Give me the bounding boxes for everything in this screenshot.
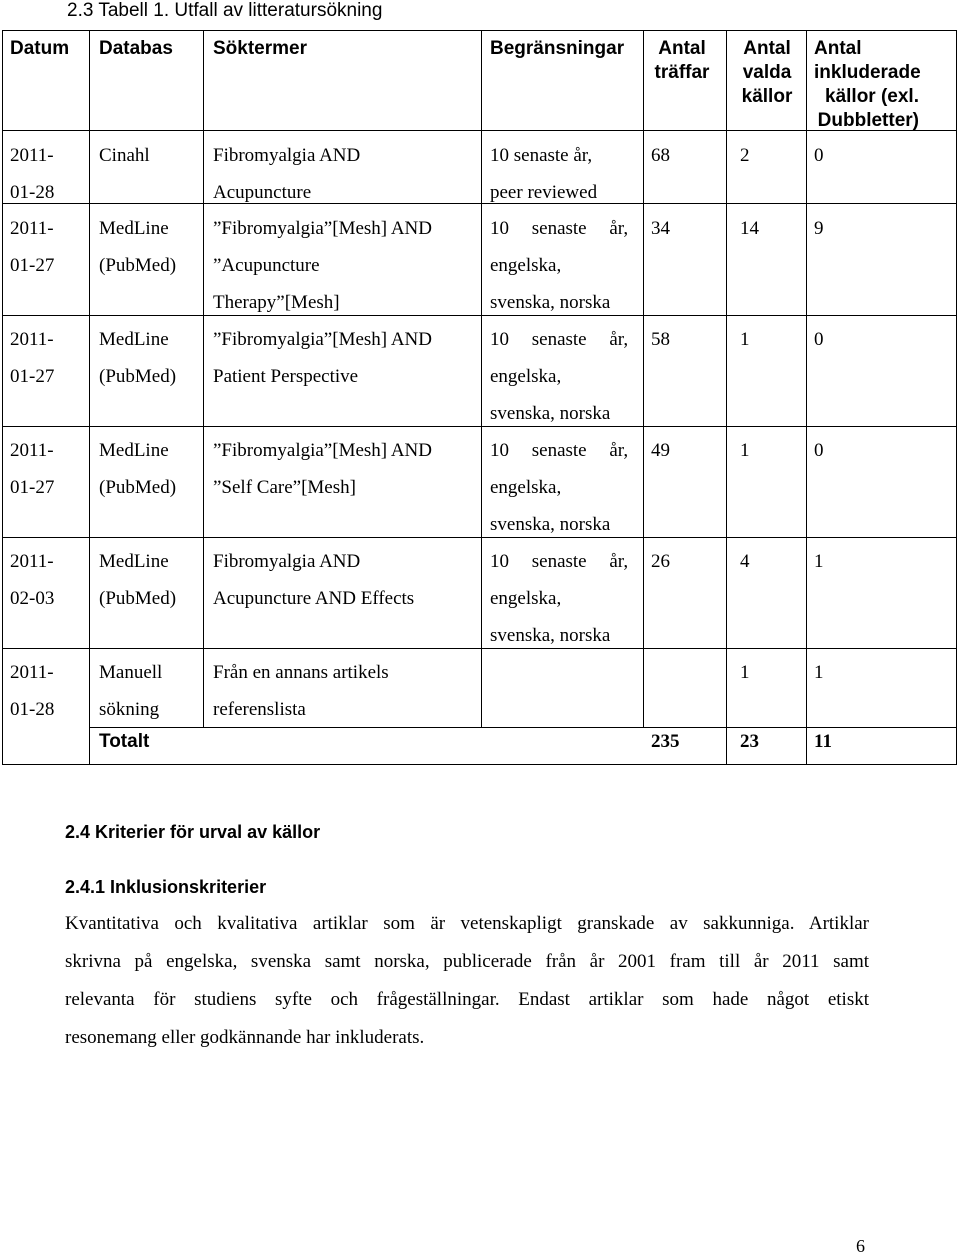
header-antal-traffar [652,37,712,85]
table-rule [2,203,957,204]
row5-begransningar [490,543,628,654]
header-line: källor [741,86,793,107]
cell-line: 2011- [10,145,54,166]
cell-line: svenska, norska [490,403,611,424]
cell-line: MedLine [99,440,169,461]
cell-line: (PubMed) [99,477,177,498]
paragraph-line: relevanta för studiens syfte och frågeställningar. Endast artiklar som hade något etiskt [65,989,869,1010]
row3-valda: 1 [740,329,750,350]
cell-line: 01-28 [10,182,55,203]
cell-line: 01-28 [10,699,55,720]
cell-line: Manuell [99,662,163,683]
header-soktermer: Söktermer [213,38,307,59]
row3-inkluderade: 0 [814,329,824,350]
row5-datum [10,543,54,617]
table-rule [726,30,727,765]
row2-datum [10,210,54,284]
row2-traffar: 34 [651,218,670,239]
row6-soktermer [213,654,389,728]
cell-line: 2011- [10,551,54,572]
row4-databas [99,432,176,506]
table-rule [2,648,957,649]
cell-line: Fibromyalgia AND [213,551,361,572]
row4-soktermer [213,432,432,506]
section-heading: 2.4 Kriterier för urval av källor [65,822,321,842]
table-rule [89,30,90,765]
paragraph-line: Kvantitativa och kvalitativa artiklar som är vetenskapligt granskade av sakkunniga. Artiklar [65,913,869,934]
row5-soktermer [213,543,414,617]
cell-line: Acupuncture AND Effects [213,588,415,609]
cell-line: engelska, [490,477,562,498]
cell-line: MedLine [99,329,169,350]
subsection-heading: 2.4.1 Inklusionskriterier [65,877,267,897]
row6-valda: 1 [740,662,750,683]
cell-line: svenska, norska [490,625,611,646]
header-line: Antal [658,38,706,59]
row5-traffar: 26 [651,551,670,572]
totals-inkluderade: 11 [814,731,832,752]
table-rule [2,30,3,765]
cell-line: 10 senaste år, [490,329,629,350]
row2-soktermer [213,210,432,321]
cell-line: 02-03 [10,588,55,609]
row5-databas [99,543,176,617]
row2-begransningar [490,210,635,321]
row5-valda: 4 [740,551,750,572]
cell-line: ”Acupuncture [213,255,320,276]
table-rule [806,30,807,765]
cell-line: Fibromyalgia AND [213,145,361,166]
totals-label: Totalt [99,731,150,752]
row6-inkluderade: 1 [814,662,824,683]
row3-datum [10,321,54,395]
row6-databas [99,654,162,728]
header-antal-inkluderade [814,37,949,133]
cell-line: MedLine [99,551,169,572]
header-line: Dubbletter) [817,110,919,131]
cell-line: (PubMed) [99,255,177,276]
row4-begransningar [490,432,628,543]
header-line: källor (exl. [825,86,919,107]
page-number: 6 [856,1236,865,1256]
row6-datum [10,654,54,728]
row2-inkluderade: 9 [814,218,824,239]
row5-inkluderade: 1 [814,551,824,572]
header-line: Antal [814,38,862,59]
header-begransningar: Begränsningar [490,38,625,59]
cell-line: 10 senaste år, [490,145,593,166]
paragraph-line: resonemang eller godkännande har inkluderats. [65,1027,425,1048]
cell-line: Acupuncture [213,182,312,203]
paragraph-line: skrivna på engelska, svenska samt norska, publicerade från år 2001 fram till år 2011 samt [65,951,869,972]
header-line: träffar [654,62,710,83]
cell-line: sökning [99,699,160,720]
header-antal-valda [736,37,798,109]
row1-valda: 2 [740,145,750,166]
row4-inkluderade: 0 [814,440,824,461]
row1-traffar: 68 [651,145,670,166]
cell-line: (PubMed) [99,588,177,609]
header-datum: Datum [10,38,70,59]
cell-line: 01-27 [10,366,55,387]
row3-begransningar [490,321,628,432]
cell-line: svenska, norska [490,292,611,313]
row2-databas [99,210,176,284]
row4-datum [10,432,54,506]
table-rule [2,764,957,765]
cell-line: svenska, norska [490,514,611,535]
cell-line: MedLine [99,218,169,239]
cell-line: 2011- [10,662,54,683]
cell-line: 01-27 [10,255,55,276]
cell-line: engelska, [490,366,562,387]
totals-traffar: 235 [651,731,680,752]
cell-line: 01-27 [10,477,55,498]
cell-line: ”Fibromyalgia”[Mesh] AND [213,329,432,350]
row3-traffar: 58 [651,329,670,350]
table-rule [203,30,204,728]
cell-line: ”Self Care”[Mesh] [213,477,356,498]
body-paragraph [65,905,869,1057]
table-rule [643,30,644,728]
cell-line: referenslista [213,699,306,720]
row1-databas [99,137,150,174]
cell-line [490,210,635,247]
row3-soktermer [213,321,432,395]
header-line: valda [742,62,792,83]
cell-line: (PubMed) [99,366,177,387]
table-rule [2,315,957,316]
table-rule [2,426,957,427]
cell-line: ”Fibromyalgia”[Mesh] AND [213,218,432,239]
row4-valda: 1 [740,440,750,461]
cell-line: 2011- [10,218,54,239]
cell-line: Från en annans artikels [213,662,389,683]
cell-line: peer reviewed [490,182,598,203]
table-rule [956,30,957,765]
cell-line: engelska, [490,255,562,276]
cell-line: Therapy”[Mesh] [213,292,340,313]
cell-line: Cinahl [99,145,150,166]
row1-begransningar [490,137,597,211]
header-line: inkluderade [814,62,921,83]
row1-soktermer [213,137,360,211]
cell-line: engelska, [490,588,562,609]
word: 10 senaste år, [490,218,629,239]
table-rule [2,537,957,538]
cell-line: 10 senaste år, [490,440,629,461]
row1-datum [10,137,54,211]
header-line: Antal [743,38,791,59]
cell-line: 10 senaste år, [490,551,629,572]
cell-line: ”Fibromyalgia”[Mesh] AND [213,440,432,461]
table-title: 2.3 Tabell 1. Utfall av litteratursökning [67,0,383,21]
row4-traffar: 49 [651,440,670,461]
table-rule [2,30,957,31]
row1-inkluderade: 0 [814,145,824,166]
row3-databas [99,321,176,395]
row2-valda: 14 [740,218,759,239]
header-databas: Databas [99,38,173,59]
table-rule [481,30,482,728]
cell-line: 2011- [10,440,54,461]
cell-line: 2011- [10,329,54,350]
totals-valda: 23 [740,731,759,752]
cell-line: Patient Perspective [213,366,359,387]
